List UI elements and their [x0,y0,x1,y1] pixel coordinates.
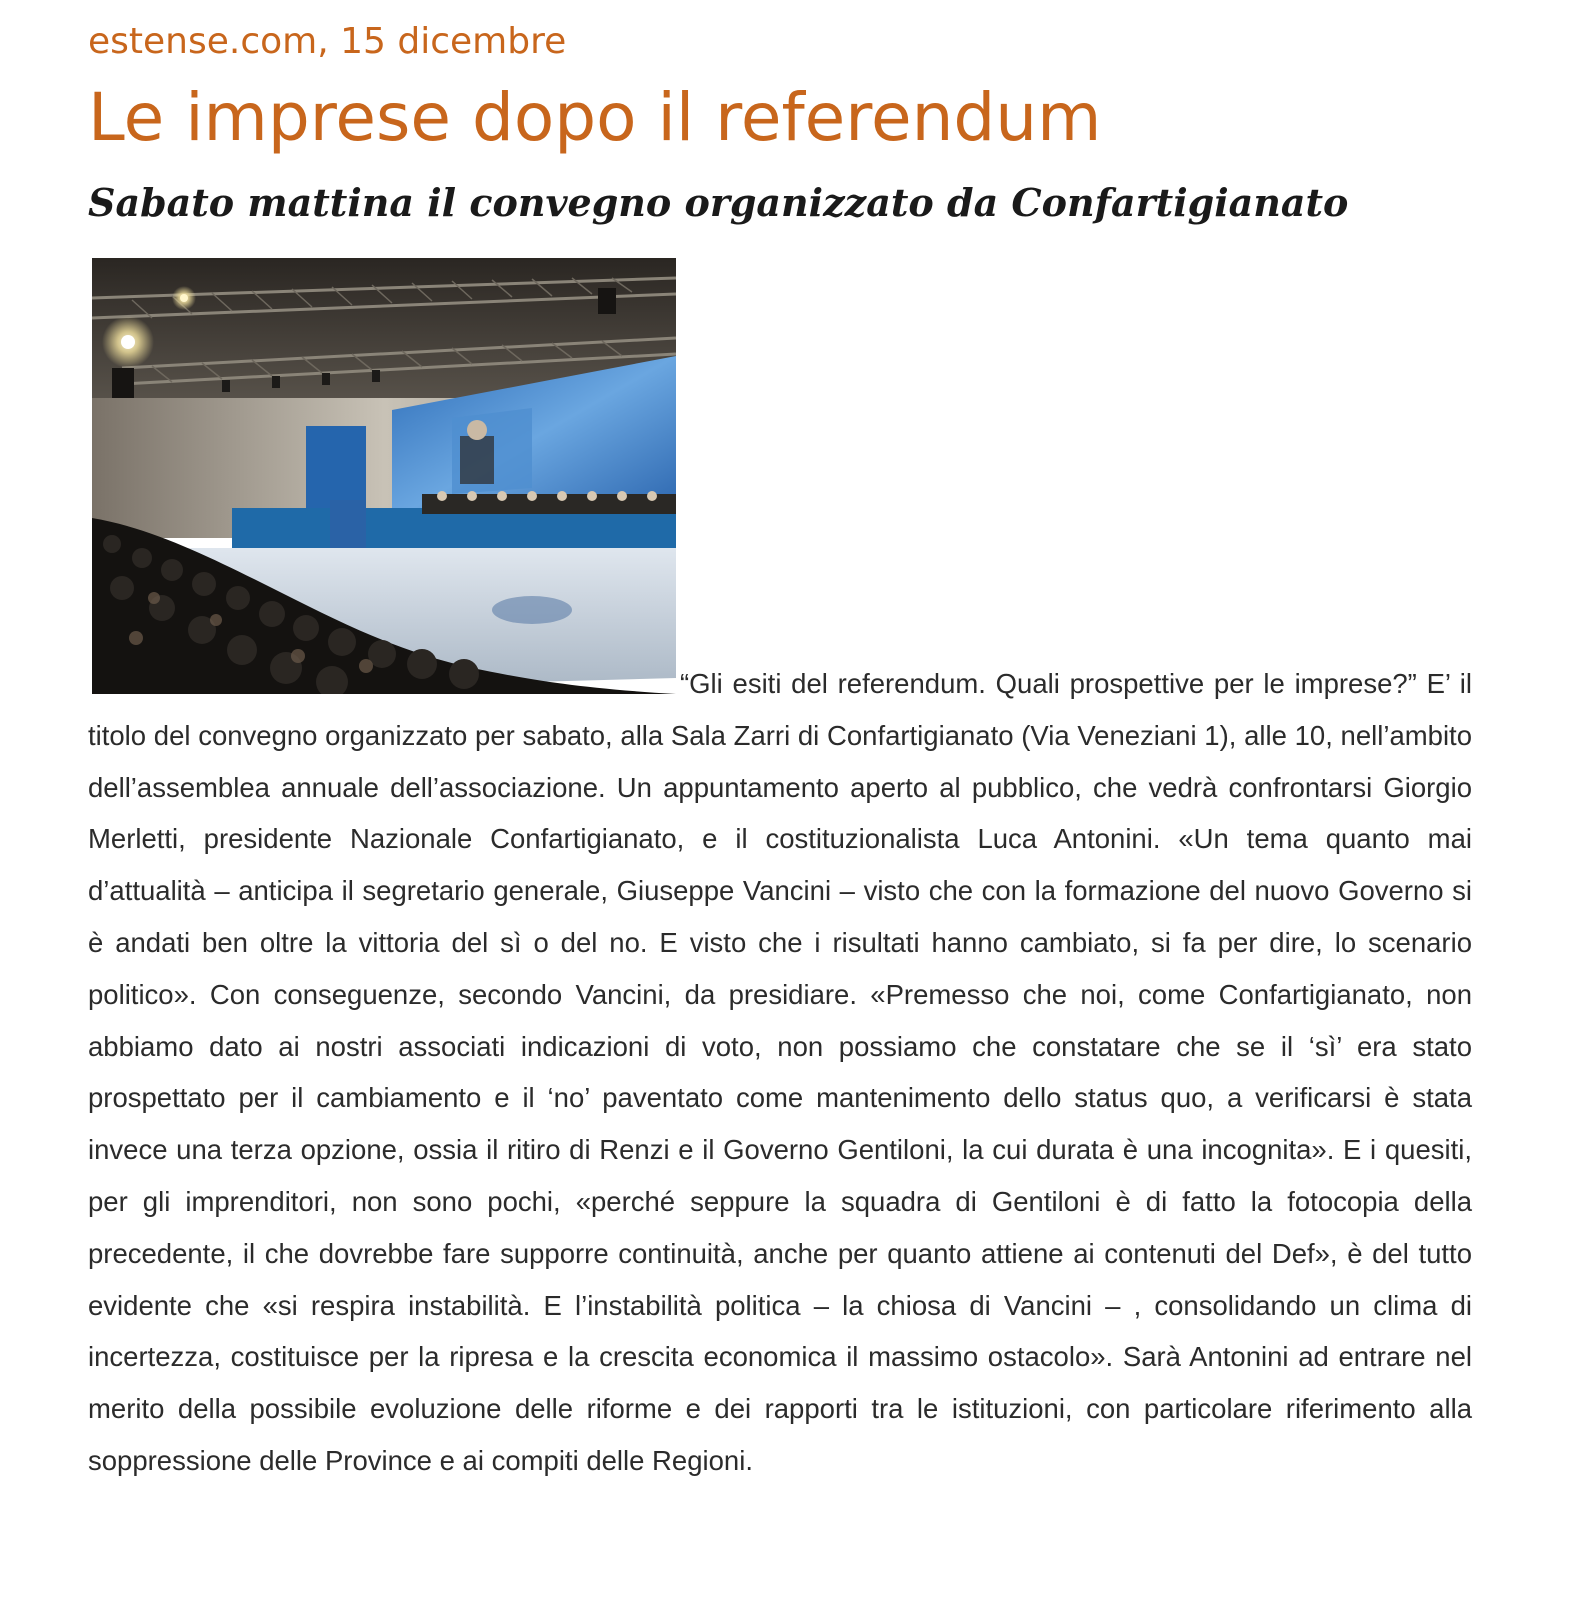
article-body [88,258,1472,1487]
article-body-text: “Gli esiti del referendum. Quali prospettive per le imprese?” E’ il titolo del convegno organizzato per sabato, alla Sala Zarri di Confartigianato (Via Veneziani 1), alle 10, nell’ambito dell’assemblea annuale dell’associazione. Un appuntamento aperto al pubblico, che vedrà confrontarsi Giorgio Merletti, presidente Nazionale Confartigianato, e il costituzionalista Luca Antonini. «Un tema quanto mai d’attualità – anticipa il segretario generale, Giuseppe Vancini – visto che con la formazione del nuovo Governo si è andati ben oltre la vittoria del sì o del no. E visto che i risultati hanno cambiato, si fa per dire, lo scenario politico». Con conseguenze, secondo Vancini, da presidiare. «Premesso che noi, come Confartigianato, non abbiamo dato ai nostri associati indicazioni di voto, non possiamo che constatare che se il ‘sì’ era stato prospettato per il cambiamento e il ‘no’ paventato come mantenimento dello status quo, a verificarsi è stata invece una terza opzione, ossia il ritiro di Renzi e il Governo Gentiloni, la cui durata è una incognita». E i quesiti, per gli imprenditori, non sono pochi, «perché seppure la squadra di Gentiloni è di fatto la fotocopia della precedente, il che dovrebbe fare supporre continuità, anche per quanto attiene ai contenuti del Def», è del tutto evidente che «si respira instabilità. E l’instabilità politica – la chiosa di Vancini – , consolidando un clima di incertezza, costituisce per la ripresa e la crescita economica il massimo ostacolo». Sarà Antonini ad entrare nel merito della possibile evoluzione delle riforme e dei rapporti tra le istituzioni, con particolare riferimento alla soppressione delle Province e ai compiti delle Regioni. [88,668,1472,1476]
conference-photo [92,258,676,694]
article-source-date: estense.com, 15 dicembre [88,21,567,62]
article-page [88,18,1472,1487]
article-subheadline: Sabato mattina il convegno organizzato da Confartigianato [88,180,1349,225]
article-headline: Le imprese dopo il referendum [88,79,1102,156]
